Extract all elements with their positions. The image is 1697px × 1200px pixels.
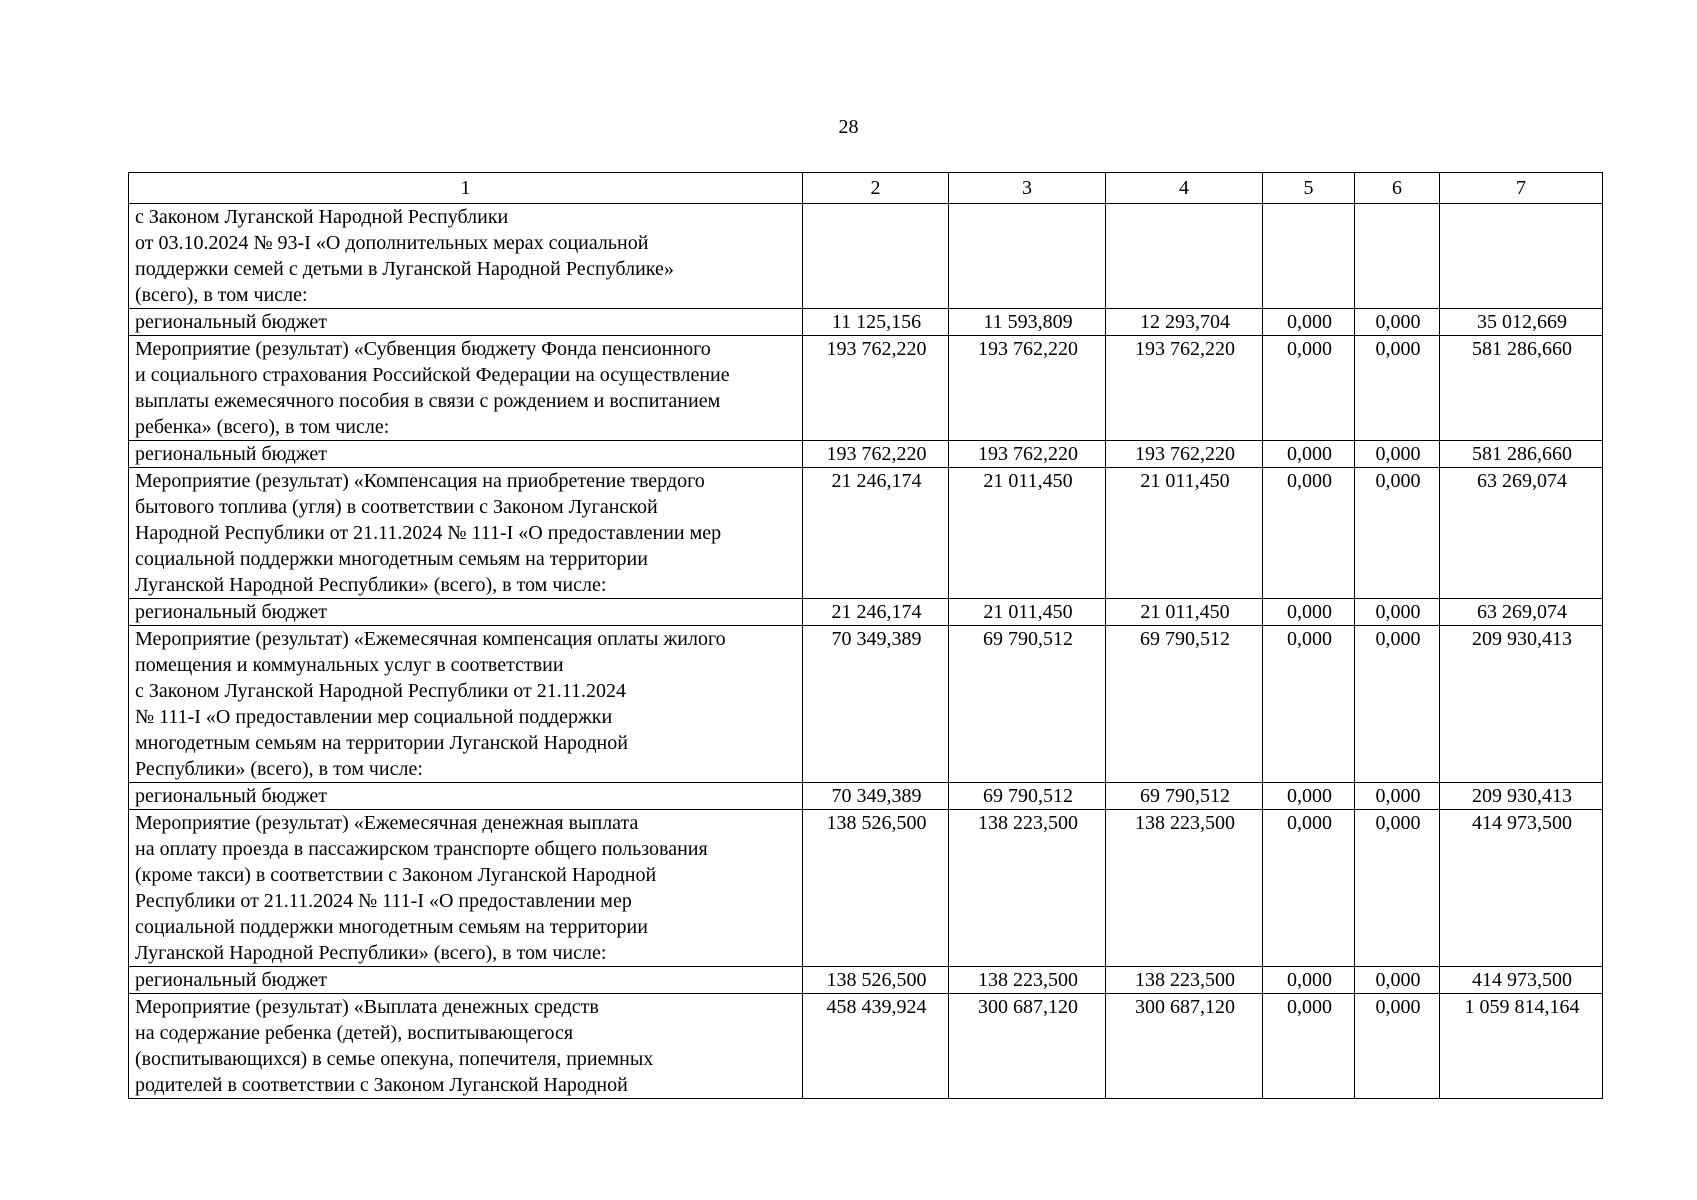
description-line: Республики от 21.11.2024 № 111-I «О предоставлении мер [135,890,632,912]
value-cell-col-4 [1106,204,1263,309]
value-cell-col-2: 21 246,174 [803,468,949,599]
value-cell-col-2: 21 246,174 [803,599,949,626]
value-cell-col-7: 414 973,500 [1440,967,1603,994]
description-line: Луганской Народной Республики» (всего), в том числе: [135,942,607,964]
value-cell-col-6: 0,000 [1355,468,1440,599]
table-row-measure [129,336,1603,441]
value-cell-col-4: 21 011,450 [1106,599,1263,626]
description-line: с Законом Луганской Народной Республики от 21.11.2024 [135,680,626,702]
value-cell-col-3: 138 223,500 [949,967,1106,994]
value-cell-col-4: 138 223,500 [1106,810,1263,967]
value-cell-col-7: 209 930,413 [1440,783,1603,810]
table-row-measure [129,810,1603,967]
value-cell-col-5 [1263,204,1355,309]
description-line: Мероприятие (результат) «Ежемесячная денежная выплата [135,812,639,834]
value-cell-col-2: 11 125,156 [803,309,949,336]
description-line: бытового топлива (угля) в соответствии с Законом Луганской [135,496,658,518]
value-cell-col-5: 0,000 [1263,967,1355,994]
description-line: родителей в соответствии с Законом Луганской Народной [135,1074,628,1096]
description-line: Мероприятие (результат) «Выплата денежных средств [135,996,599,1018]
value-cell-col-4: 69 790,512 [1106,783,1263,810]
row-description [129,336,803,441]
row-description [129,441,803,468]
value-cell-col-2: 138 526,500 [803,967,949,994]
row-description [129,967,803,994]
value-cell-col-6: 0,000 [1355,810,1440,967]
value-cell-col-5: 0,000 [1263,994,1355,1099]
value-cell-col-6: 0,000 [1355,626,1440,783]
description-line: региональный бюджет [135,601,327,623]
value-cell-col-4: 193 762,220 [1106,441,1263,468]
table-row-regional-budget [129,599,1603,626]
value-cell-col-3: 193 762,220 [949,336,1106,441]
value-cell-col-7: 209 930,413 [1440,626,1603,783]
value-cell-col-7: 35 012,669 [1440,309,1603,336]
column-header: 1 [129,173,803,204]
description-line: социальной поддержки многодетным семьям на территории [135,548,648,570]
description-line: Мероприятие (результат) «Субвенция бюджету Фонда пенсионного [135,338,711,360]
value-cell-col-5: 0,000 [1263,309,1355,336]
description-line: № 111-I «О предоставлении мер социальной поддержки [135,706,613,728]
value-cell-col-3: 11 593,809 [949,309,1106,336]
row-description [129,810,803,967]
value-cell-col-6: 0,000 [1355,441,1440,468]
value-cell-col-7: 414 973,500 [1440,810,1603,967]
column-header: 6 [1355,173,1440,204]
description-line: Республики» (всего), в том числе: [135,758,423,780]
description-line: региональный бюджет [135,443,327,465]
description-line: Народной Республики от 21.11.2024 № 111-I «О предоставлении мер [135,522,722,544]
description-line: Мероприятие (результат) «Ежемесячная компенсация оплаты жилого [135,628,726,650]
value-cell-col-5: 0,000 [1263,599,1355,626]
value-cell-col-2: 193 762,220 [803,441,949,468]
table-row-measure [129,994,1603,1099]
value-cell-col-6 [1355,204,1440,309]
value-cell-col-4: 138 223,500 [1106,967,1263,994]
description-line: помещения и коммунальных услуг в соответствии [135,654,564,676]
column-header: 7 [1440,173,1603,204]
value-cell-col-4: 21 011,450 [1106,468,1263,599]
table-header-row [129,173,1603,204]
description-line: выплаты ежемесячного пособия в связи с рождением и воспитанием [135,390,721,412]
value-cell-col-3 [949,204,1106,309]
column-header: 2 [803,173,949,204]
description-line: с Законом Луганской Народной Республики [135,206,509,228]
value-cell-col-3: 193 762,220 [949,441,1106,468]
value-cell-col-7: 581 286,660 [1440,441,1603,468]
value-cell-col-4: 12 293,704 [1106,309,1263,336]
table-row-measure [129,626,1603,783]
description-line: на содержание ребенка (детей), воспитывающегося [135,1022,574,1044]
budget-table [128,172,1603,1099]
value-cell-col-4: 69 790,512 [1106,626,1263,783]
description-line: от 03.10.2024 № 93-I «О дополнительных мерах социальной [135,232,649,254]
table-row-regional-budget [129,309,1603,336]
table-row-regional-budget [129,441,1603,468]
value-cell-col-6: 0,000 [1355,599,1440,626]
table-row-regional-budget [129,967,1603,994]
value-cell-col-6: 0,000 [1355,967,1440,994]
value-cell-col-3: 300 687,120 [949,994,1106,1099]
value-cell-col-5: 0,000 [1263,336,1355,441]
value-cell-col-7: 63 269,074 [1440,468,1603,599]
value-cell-col-6: 0,000 [1355,309,1440,336]
description-line: региональный бюджет [135,785,327,807]
column-header: 5 [1263,173,1355,204]
value-cell-col-2 [803,204,949,309]
description-line: региональный бюджет [135,311,327,333]
column-header: 3 [949,173,1106,204]
description-line: Луганской Народной Республики» (всего), в том числе: [135,574,607,596]
value-cell-col-3: 21 011,450 [949,468,1106,599]
row-description [129,599,803,626]
description-line: и социального страхования Российской Федерации на осуществление [135,364,730,386]
row-description [129,994,803,1099]
value-cell-col-6: 0,000 [1355,994,1440,1099]
value-cell-col-2: 193 762,220 [803,336,949,441]
row-description [129,204,803,309]
value-cell-col-3: 69 790,512 [949,783,1106,810]
value-cell-col-5: 0,000 [1263,783,1355,810]
description-line: (кроме такси) в соответствии с Законом Луганской Народной [135,864,657,886]
description-line: (воспитывающихся) в семье опекуна, попечителя, приемных [135,1048,654,1070]
row-description [129,309,803,336]
description-line: (всего), в том числе: [135,284,308,306]
page-number: 28 [838,116,859,138]
value-cell-col-5: 0,000 [1263,626,1355,783]
description-line: многодетным семьям на территории Луганской Народной [135,732,628,754]
value-cell-col-4: 193 762,220 [1106,336,1263,441]
value-cell-col-3: 69 790,512 [949,626,1106,783]
value-cell-col-7: 63 269,074 [1440,599,1603,626]
value-cell-col-5: 0,000 [1263,441,1355,468]
description-line: поддержки семей с детьми в Луганской Народной Республике» [135,258,674,280]
value-cell-col-4: 300 687,120 [1106,994,1263,1099]
value-cell-col-5: 0,000 [1263,468,1355,599]
description-line: на оплату проезда в пассажирском транспорте общего пользования [135,838,708,860]
value-cell-col-7 [1440,204,1603,309]
value-cell-col-2: 70 349,389 [803,783,949,810]
value-cell-col-2: 138 526,500 [803,810,949,967]
table-row-regional-budget [129,783,1603,810]
value-cell-col-3: 138 223,500 [949,810,1106,967]
row-description [129,783,803,810]
value-cell-col-6: 0,000 [1355,336,1440,441]
value-cell-col-6: 0,000 [1355,783,1440,810]
description-line: ребенка» (всего), в том числе: [135,416,390,438]
value-cell-col-3: 21 011,450 [949,599,1106,626]
value-cell-col-2: 458 439,924 [803,994,949,1099]
value-cell-col-7: 581 286,660 [1440,336,1603,441]
row-description [129,468,803,599]
description-line: региональный бюджет [135,969,327,991]
value-cell-col-2: 70 349,389 [803,626,949,783]
table-row-measure [129,204,1603,309]
value-cell-col-7: 1 059 814,164 [1440,994,1603,1099]
table-row-measure [129,468,1603,599]
column-header: 4 [1106,173,1263,204]
value-cell-col-5: 0,000 [1263,810,1355,967]
description-line: Мероприятие (результат) «Компенсация на приобретение твердого [135,470,705,492]
row-description [129,626,803,783]
description-line: социальной поддержки многодетным семьям на территории [135,916,648,938]
